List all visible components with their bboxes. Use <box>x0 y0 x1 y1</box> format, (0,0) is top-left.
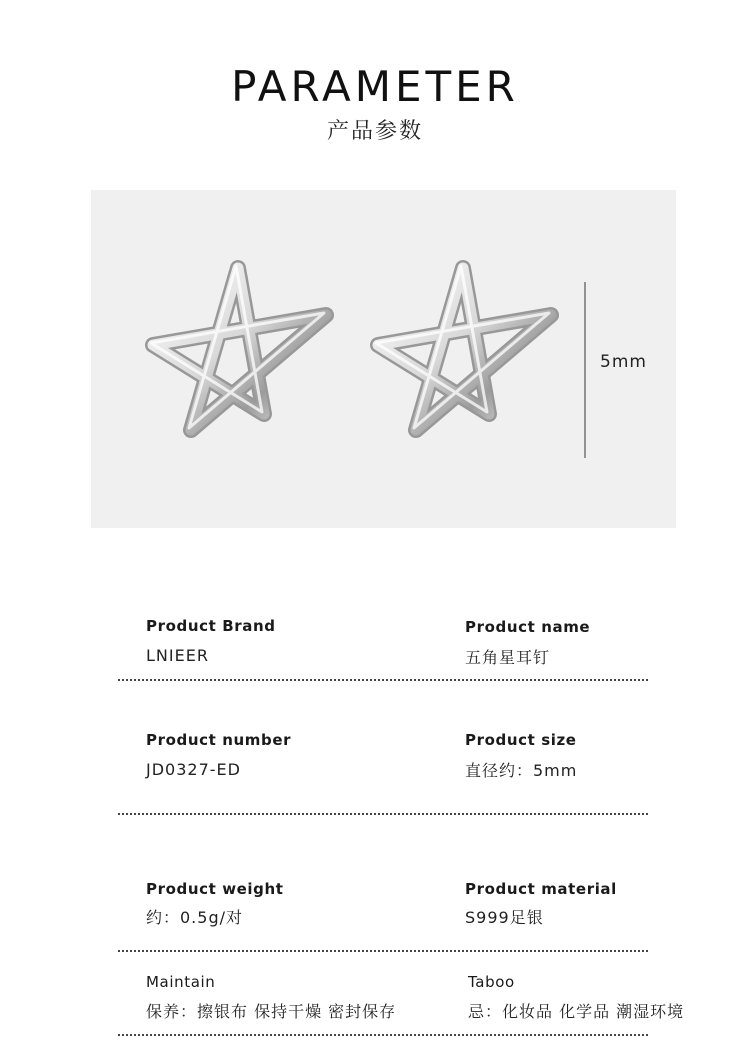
left-star-earring <box>151 266 326 430</box>
page-title: PARAMETER <box>231 62 519 111</box>
material-value: S999足银 <box>465 908 544 927</box>
brand-value: LNIEER <box>146 646 209 665</box>
number-label: Product number <box>146 731 292 749</box>
taboo-value: 忌：化妆品 化学品 潮湿环境 <box>468 1002 685 1021</box>
size-value: 直径约：5mm <box>465 761 578 780</box>
number-value: JD0327-ED <box>146 760 241 779</box>
divider <box>118 1034 648 1036</box>
product-photo <box>91 190 676 528</box>
taboo-label: Taboo <box>468 973 515 991</box>
star-earrings-image <box>91 190 676 528</box>
maintain-value: 保养：擦银布 保持干燥 密封保存 <box>146 1002 397 1021</box>
name-label: Product name <box>465 618 591 636</box>
material-label: Product material <box>465 880 617 898</box>
right-star-earring <box>376 266 551 430</box>
divider <box>118 813 648 815</box>
brand-label: Product Brand <box>146 617 276 635</box>
dimension-label: 5mm <box>600 352 647 372</box>
size-label: Product size <box>465 731 577 749</box>
weight-value: 约：0.5g/对 <box>146 908 243 927</box>
weight-label: Product weight <box>146 880 284 898</box>
name-value: 五角星耳钉 <box>465 648 551 667</box>
maintain-label: Maintain <box>146 973 216 991</box>
page-subtitle: 产品参数 <box>326 119 423 144</box>
divider <box>118 950 648 952</box>
divider <box>118 679 648 681</box>
